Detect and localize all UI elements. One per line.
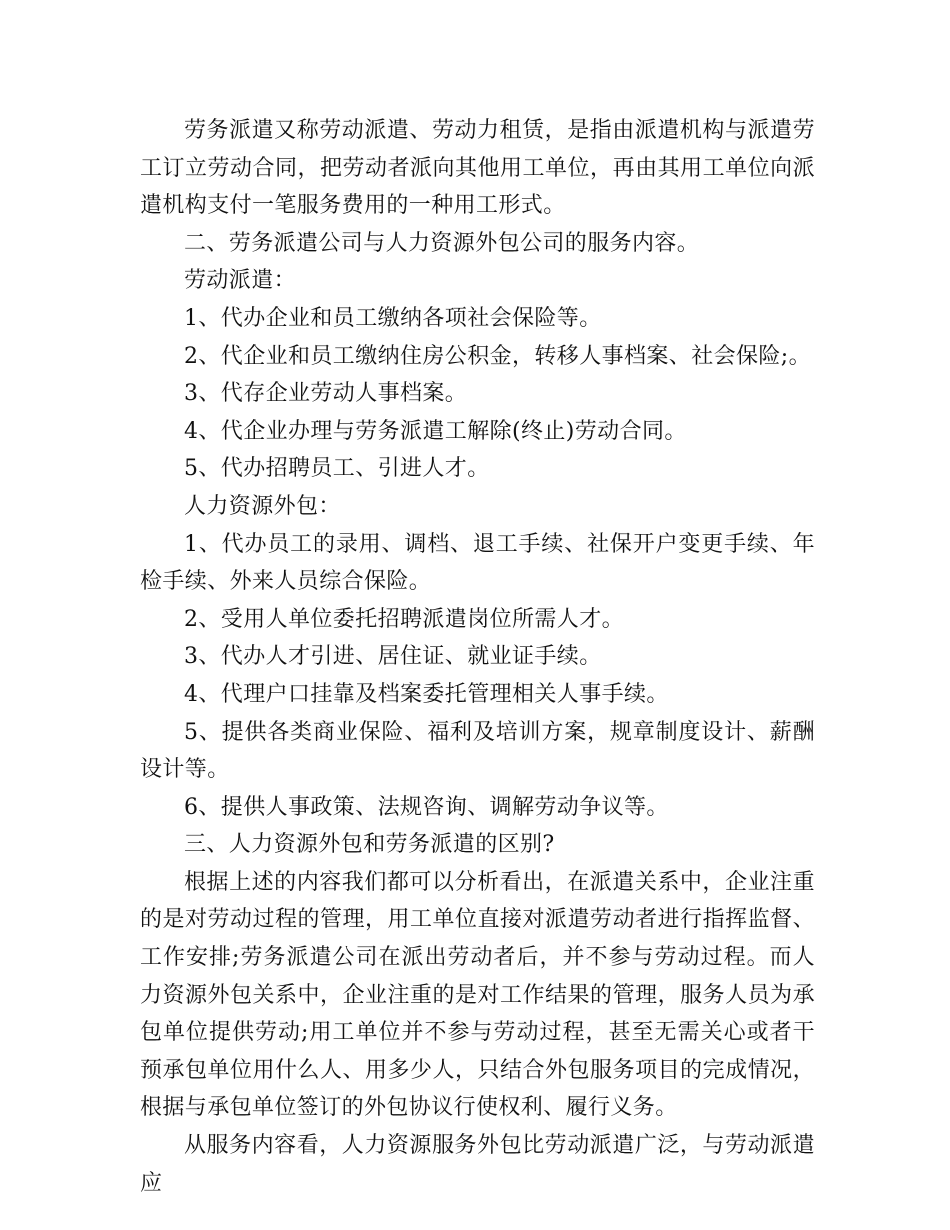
subheading-hr-outsourcing: 人力资源外包： [184, 493, 341, 519]
list-item: 4、代企业办理与劳务派遣工解除(终止)劳动合同。 [184, 418, 687, 444]
list-item: 1、代办企业和员工缴纳各项社会保险等。 [184, 305, 602, 331]
list-item: 3、代存企业劳动人事档案。 [184, 381, 468, 407]
list-item: 6、提供人事政策、法规咨询、调解劳动争议等。 [184, 794, 669, 820]
list-item: 1、代办员工的录用、调档、退工手续、社保开户变更手续、年检手续、外来人员综合保险。 [140, 531, 815, 595]
paragraph-analysis: 根据上述的内容我们都可以分析看出，在派遣关系中，企业注重的是对劳动过程的管理，用工单位直接对派遣劳动者进行指挥监督、工作安排;劳务派遣公司在派出劳动者后，并不参与劳动过程。而人力资源外包关系中，企业注重的是对工作结果的管理，服务人员为承包单位提供劳动;用工单位并不参与劳动过程，甚至无需关心或者干预承包单位用什么人、用多少人，只结合外包服务项目的完成情况，根据与承包单位签订的外包协议行使权利、履行义务。 [140, 869, 815, 1121]
paragraph-definition: 劳务派遣又称劳动派遣、劳动力租赁，是指由派遣机构与派遣劳工订立劳动合同，把劳动者派向其他用工单位，再由其用工单位向派遣机构支付一笔服务费用的一种用工形式。 [140, 118, 815, 219]
list-item: 4、代理户口挂靠及档案委托管理相关人事手续。 [184, 681, 669, 707]
list-item: 3、代办人才引进、居住证、就业证手续。 [184, 644, 602, 670]
subheading-labor-dispatch: 劳动派遣： [184, 268, 297, 294]
list-item: 2、代企业和员工缴纳住房公积金，转移人事档案、社会保险;。 [184, 343, 812, 369]
list-item: 5、代办招聘员工、引进人才。 [184, 456, 490, 482]
list-item: 2、受用人单位委托招聘派遣岗位所需人才。 [184, 606, 624, 632]
heading-differences: 三、人力资源外包和劳务派遣的区别? [184, 832, 555, 858]
list-item: 5、提供各类商业保险、福利及培训方案，规章制度设计、薪酬设计等。 [140, 719, 815, 783]
document-page [140, 112, 815, 1202]
heading-service-content: 二、劳务派遣公司与人力资源外包公司的服务内容。 [184, 230, 700, 256]
paragraph-service-scope: 从服务内容看，人力资源服务外包比劳动派遣广泛，与劳动派遣应 [140, 1133, 815, 1196]
